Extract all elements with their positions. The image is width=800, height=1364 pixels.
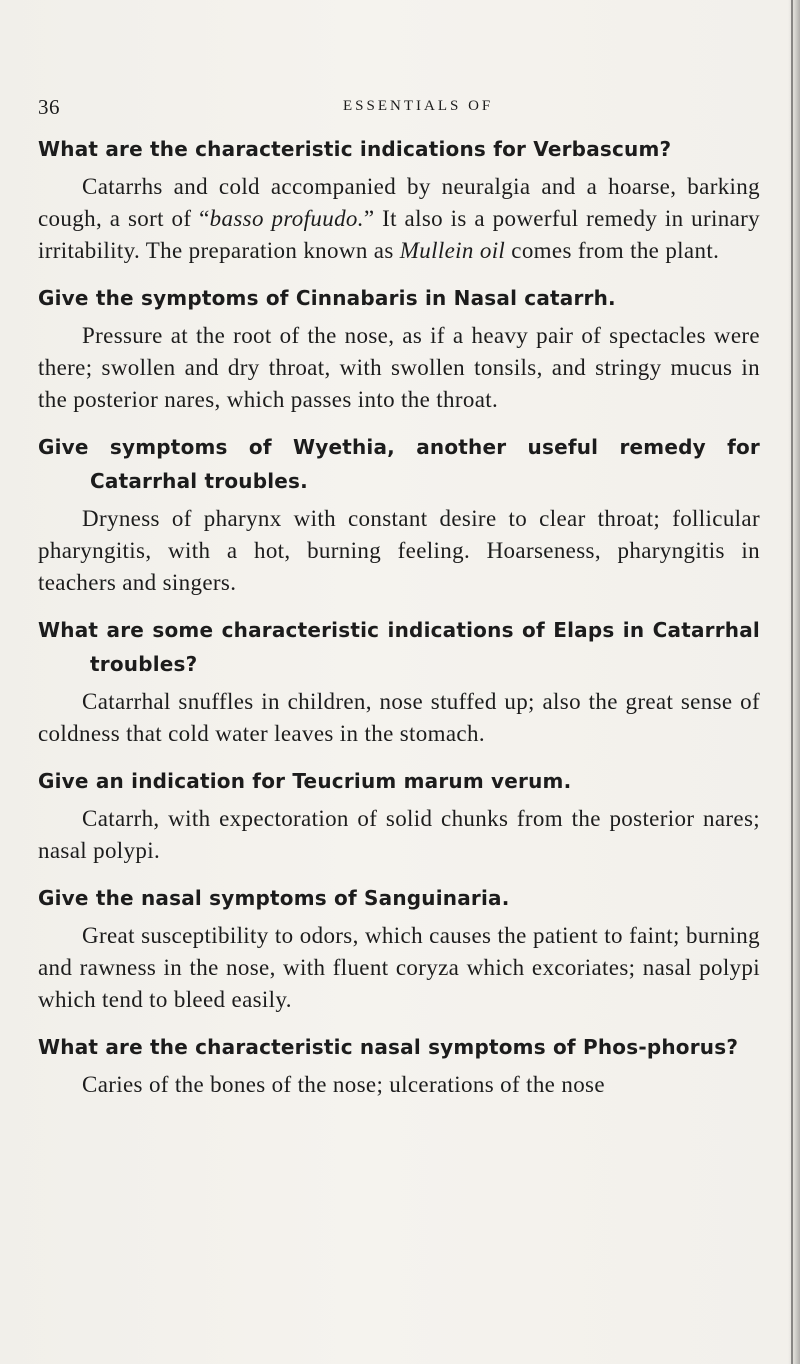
answer-sanguinaria: Great susceptibility to odors, which causes the patient to faint; burning and rawness in the nose, with fluent coryza which excoriates; nasal polypi which tend to bleed easily. — [38, 923, 760, 1012]
question-sanguinaria: Give the nasal symptoms of Sanguinaria. — [38, 886, 510, 910]
answer-text: comes from the plant. — [505, 238, 720, 263]
answer-text: ” It also is a powerful remedy in urinary irritability. The preparation known as — [38, 206, 760, 263]
page-edge-line — [791, 0, 793, 1364]
answer-teucrium: Catarrh, with expectoration of solid chunks from the posterior nares; nasal polypi. — [38, 806, 760, 863]
page-body — [38, 132, 760, 1115]
italic-phrase: basso profuudo. — [209, 206, 364, 231]
answer-elaps: Catarrhal snuffles in children, nose stuffed up; also the great sense of coldness that cold water leaves in the stomach. — [38, 689, 760, 746]
question-teucrium: Give an indication for Teucrium marum verum. — [38, 769, 572, 793]
question-cinnabaris: Give the symptoms of Cinnabaris in Nasal catarrh. — [38, 286, 616, 310]
italic-phrase: Mullein oil — [399, 238, 506, 263]
running-head — [38, 95, 758, 121]
page-edge-shadow — [788, 0, 800, 1364]
page-number: 36 — [38, 95, 60, 119]
running-head-title: ESSENTIALS OF — [343, 98, 494, 114]
question-elaps: What are some characteristic indications of Elaps in Catarrhal troubles? — [38, 618, 760, 676]
question-verbascum: What are the characteristic indications for Verbascum? — [38, 137, 672, 161]
answer-verbascum — [38, 171, 760, 267]
question-wyethia: Give symptoms of Wyethia, another useful remedy for Catarrhal troubles. — [38, 435, 760, 493]
answer-wyethia: Dryness of pharynx with constant desire to clear throat; follicular pharyngitis, with a hot, burning feeling. Hoarseness, pharyngitis in teachers and singers. — [38, 506, 760, 595]
answer-cinnabaris: Pressure at the root of the nose, as if a heavy pair of spectacles were there; swollen and dry throat, with swollen tonsils, and stringy mucus in the posterior nares, which passes into the throat. — [38, 323, 760, 412]
answer-text: Catarrhs and cold accompanied by neuralgia and a hoarse, barking cough, a sort of “ — [38, 174, 760, 231]
question-phosphorus: What are the characteristic nasal symptoms of Phos-phorus? — [38, 1035, 739, 1059]
answer-phosphorus: Caries of the bones of the nose; ulcerations of the nose — [82, 1072, 605, 1097]
